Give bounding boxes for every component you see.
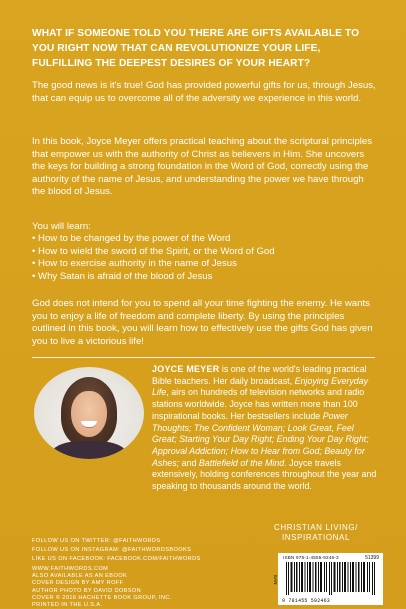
- bio-last-title: Battlefield of the Mind: [198, 457, 285, 468]
- author-name: JOYCE MEYER: [152, 364, 220, 374]
- publisher-credits: [32, 566, 232, 609]
- credit-line: COVER DESIGN BY AMY ROFF: [32, 580, 124, 587]
- bio-text: , airs on hundreds of television networks and radio stations worldwide. Joyce has written more than 100 inspirational books. Her bestsellers include: [152, 387, 365, 421]
- headline: WHAT IF SOMEONE TOLD YOU THERE ARE GIFTS AVAILABLE TO YOU RIGHT NOW THAT CAN REVOLUTIONIZE YOUR LIFE, FULFILLING THE DEEPEST DESIRES OF YOUR HEART?: [32, 28, 360, 69]
- ean-label: EAN: [273, 575, 278, 585]
- bio-text: . Joyce travels extensively, holding conferences throughout the year and speaking to thousands around the world.: [152, 457, 377, 492]
- social-twitter: FOLLOW US ON TWITTER: @FAITHWORDS: [32, 538, 161, 544]
- list-item: • How to wield the sword of the Spirit, or the Word of God: [32, 245, 275, 257]
- list-item: • Why Satan is afraid of the blood of Jesus: [32, 270, 213, 282]
- social-instagram: FOLLOW US ON INSTAGRAM: @FAITHWORDSBOOKS: [32, 547, 192, 553]
- barcode-panel: [273, 553, 383, 605]
- social-facebook: LIKE US ON FACEBOOK: FACEBOOK.COM/FAITHWORDS: [32, 556, 201, 562]
- author-bio: [152, 364, 377, 493]
- bio-text: is one of the world's leading practical Bible teachers. Her daily broadcast,: [152, 364, 367, 386]
- closing-paragraph: God does not intend for you to spend all your time fighting the enemy. He wants you to enjoy a life of freedom and complete liberty. By using the principles outlined in this book, you will learn how to effectively use the gifts God has given you to live a victorious life!: [32, 298, 373, 347]
- list-item: • How to be changed by the power of the Word: [32, 233, 231, 244]
- credit-line: AUTHOR PHOTO BY DAVID DOBSON: [32, 587, 142, 594]
- credit-line: ALSO AVAILABLE AS AN EBOOK: [32, 573, 128, 580]
- isbn-digits: 9 781455 592463: [282, 598, 331, 604]
- learn-list: [32, 233, 377, 283]
- intro-paragraph: The good news is it's true! God has provided powerful gifts for us, through Jesus, that can equip us to overcome all of the adversity we experience in this world.: [32, 80, 376, 104]
- credit-line: PRINTED IN THE U.S.A.: [32, 602, 103, 609]
- author-face: [71, 391, 107, 437]
- credit-line: COVER © 2016 HACHETTE BOOK GROUP, INC.: [32, 594, 172, 601]
- category-label: [256, 523, 376, 543]
- divider: [32, 357, 375, 358]
- category-line: INSPIRATIONAL: [281, 533, 351, 542]
- social-links: [32, 537, 232, 564]
- category-line: CHRISTIAN LIVING/: [274, 523, 358, 532]
- bio-text: and: [179, 457, 199, 468]
- author-photo: [34, 367, 144, 459]
- credit-line: WWW.FAITHWORDS.COM: [32, 566, 109, 572]
- barcode-icon: [286, 562, 378, 595]
- description-paragraph: In this book, Joyce Meyer offers practical teaching about the scriptural principles that empower us with the authority of Christ as believers in Him. She uncovers the keys for building a strong foundation in the Word of God, correctly using the authority of the name of Jesus, and understanding the power we have through the blood of Jesus.: [32, 136, 373, 198]
- price-code: 51399: [365, 555, 379, 561]
- learn-intro: You will learn:: [32, 221, 91, 232]
- bio-show-title: Enjoying Everyday Life: [152, 375, 369, 398]
- isbn-label: ISBN 978-1-4555-9246-3: [283, 555, 339, 560]
- author-shirt: [52, 441, 126, 459]
- list-item: • How to exercise authority in the name of Jesus: [32, 258, 237, 270]
- bio-book-titles: Power Thoughts; The Confident Woman; Look Great, Feel Great; Starting Your Day Right; Ending Your Day Right; Approval Addiction; How to Hear from God; Beauty for Ashes;: [152, 410, 369, 468]
